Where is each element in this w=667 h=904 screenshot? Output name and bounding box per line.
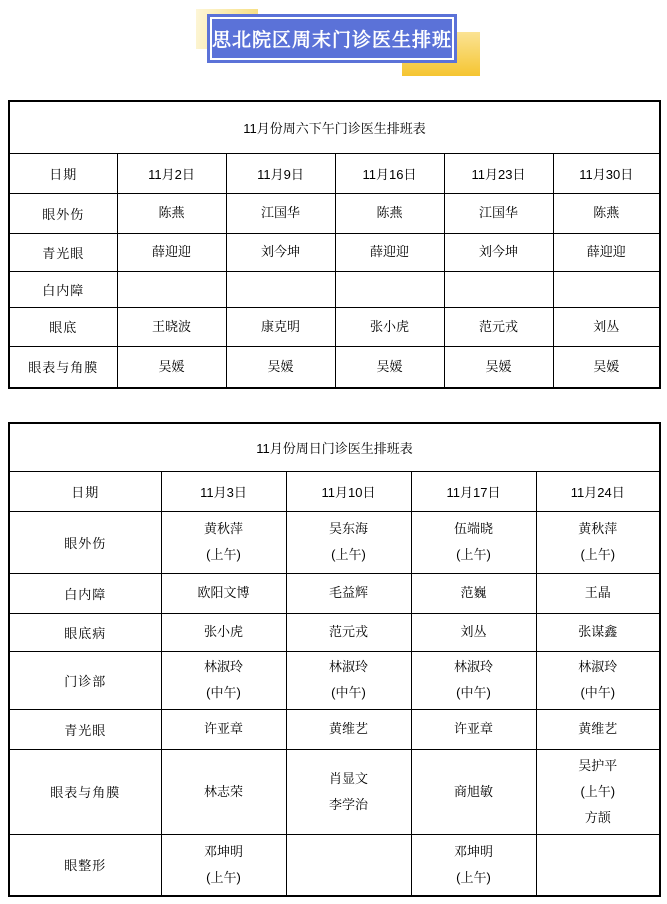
doctor-name-line: 张小虎 bbox=[203, 624, 243, 639]
doctor-cell bbox=[286, 511, 411, 573]
doctor-name-line: 吴媛 bbox=[485, 358, 512, 374]
doctor-name-line: 林淑玲 bbox=[578, 659, 618, 674]
doctor-name-line: 黄维艺 bbox=[328, 721, 368, 736]
doctor-name-line: (上午) bbox=[456, 547, 491, 562]
doctor-name-line: 江国华 bbox=[260, 205, 300, 220]
table-row bbox=[9, 193, 660, 233]
doctor-name-line: 刘丛 bbox=[593, 318, 620, 334]
doctor-cell bbox=[286, 651, 411, 709]
date-header-cell: 11月10日 bbox=[286, 471, 411, 511]
doctor-name-line: 薛迎迎 bbox=[586, 244, 626, 259]
doctor-name-line: (上午) bbox=[580, 783, 616, 799]
doctor-name-line: 欧阳文博 bbox=[197, 585, 250, 600]
doctor-cell bbox=[553, 271, 660, 307]
doctor-name-line: 刘丛 bbox=[460, 624, 487, 639]
doctor-name-line: 陈燕 bbox=[158, 205, 185, 220]
doctor-name-line: 吴东海 bbox=[328, 521, 368, 536]
department-label: 青光眼 bbox=[9, 233, 117, 271]
doctor-cell bbox=[335, 307, 444, 346]
department-label: 眼表与角膜 bbox=[9, 346, 117, 388]
doctor-cell bbox=[117, 271, 226, 307]
table-row bbox=[9, 834, 660, 896]
department-label: 青光眼 bbox=[9, 709, 161, 749]
date-header-cell: 11月24日 bbox=[536, 471, 660, 511]
doctor-cell bbox=[117, 307, 226, 346]
doctor-cell bbox=[286, 613, 411, 651]
doctor-name-line: 江国华 bbox=[478, 205, 518, 220]
doctor-name-line: 吴护平 bbox=[578, 757, 618, 773]
doctor-name-line: 王晶 bbox=[584, 585, 611, 600]
doctor-name-line: 黄维艺 bbox=[578, 721, 618, 736]
doctor-name-line: 林淑玲 bbox=[203, 659, 243, 674]
banner bbox=[207, 14, 457, 63]
doctor-cell bbox=[536, 834, 660, 896]
doctor-name-line: 林志荣 bbox=[203, 783, 243, 799]
doctor-cell bbox=[226, 307, 335, 346]
doctor-cell bbox=[444, 233, 553, 271]
doctor-name-line: 陈燕 bbox=[593, 205, 620, 220]
date-header-cell: 11月23日 bbox=[444, 153, 553, 193]
doctor-name-line: 李学治 bbox=[328, 796, 368, 812]
doctor-cell bbox=[444, 193, 553, 233]
date-header-cell: 11月3日 bbox=[161, 471, 286, 511]
doctor-cell bbox=[161, 709, 286, 749]
doctor-cell bbox=[411, 834, 536, 896]
doctor-cell bbox=[536, 709, 660, 749]
date-header-cell: 11月9日 bbox=[226, 153, 335, 193]
doctor-cell bbox=[286, 573, 411, 613]
doctor-name-line: 肖显文 bbox=[328, 770, 368, 786]
doctor-name-line: 王晓波 bbox=[151, 318, 191, 334]
banner-title: 思北院区周末门诊医生排班 bbox=[210, 17, 454, 60]
doctor-cell bbox=[411, 651, 536, 709]
date-row-label: 日期 bbox=[9, 153, 117, 193]
table-row bbox=[9, 346, 660, 388]
doctor-name-line: 邓坤明 bbox=[203, 843, 243, 859]
doctor-cell bbox=[553, 233, 660, 271]
department-label: 眼整形 bbox=[9, 834, 161, 896]
table-row bbox=[9, 307, 660, 346]
doctor-name-line: 陈燕 bbox=[376, 205, 403, 220]
doctor-cell bbox=[444, 346, 553, 388]
doctor-name-line: (中午) bbox=[580, 685, 616, 700]
doctor-cell bbox=[536, 613, 660, 651]
table-row bbox=[9, 271, 660, 307]
doctor-cell bbox=[335, 233, 444, 271]
doctor-cell bbox=[117, 233, 226, 271]
doctor-cell bbox=[536, 573, 660, 613]
table-title: 11月份周日门诊医生排班表 bbox=[9, 423, 660, 471]
doctor-name-line: (上午) bbox=[206, 547, 241, 562]
banner-box bbox=[207, 14, 457, 63]
table-row bbox=[9, 233, 660, 271]
doctor-name-line: 林淑玲 bbox=[453, 659, 493, 674]
table-row bbox=[9, 613, 660, 651]
doctor-cell bbox=[286, 749, 411, 834]
table-row bbox=[9, 709, 660, 749]
doctor-name-line: 吴媛 bbox=[376, 358, 403, 374]
doctor-cell bbox=[411, 573, 536, 613]
doctor-name-line: 范元戎 bbox=[328, 624, 368, 639]
doctor-cell bbox=[411, 749, 536, 834]
table-row bbox=[9, 511, 660, 573]
doctor-cell bbox=[226, 233, 335, 271]
department-label: 眼底 bbox=[9, 307, 117, 346]
department-label: 眼底病 bbox=[9, 613, 161, 651]
doctor-cell bbox=[553, 193, 660, 233]
doctor-cell bbox=[335, 193, 444, 233]
doctor-cell bbox=[536, 511, 660, 573]
doctor-cell bbox=[286, 834, 411, 896]
doctor-cell bbox=[117, 346, 226, 388]
doctor-name-line: 吴媛 bbox=[158, 358, 185, 374]
department-label: 门诊部 bbox=[9, 651, 161, 709]
doctor-name-line: (上午) bbox=[331, 547, 366, 562]
doctor-name-line: 康克明 bbox=[260, 318, 300, 334]
department-label: 眼外伤 bbox=[9, 193, 117, 233]
doctor-name-line: 范元戎 bbox=[478, 318, 518, 334]
doctor-cell bbox=[226, 271, 335, 307]
doctor-name-line: 黄秋萍 bbox=[203, 521, 243, 536]
doctor-cell bbox=[226, 193, 335, 233]
date-header-cell: 11月30日 bbox=[553, 153, 660, 193]
doctor-name-line: 许亚章 bbox=[453, 721, 493, 736]
doctor-cell bbox=[335, 346, 444, 388]
doctor-name-line: 黄秋萍 bbox=[578, 521, 618, 536]
doctor-name-line: 吴媛 bbox=[267, 358, 294, 374]
doctor-cell bbox=[553, 307, 660, 346]
doctor-cell bbox=[226, 346, 335, 388]
doctor-name-line: (中午) bbox=[456, 685, 491, 700]
doctor-name-line: 毛益辉 bbox=[328, 585, 368, 600]
doctor-cell bbox=[411, 709, 536, 749]
doctor-cell bbox=[411, 511, 536, 573]
date-header-cell: 11月16日 bbox=[335, 153, 444, 193]
table-title: 11月份周六下午门诊医生排班表 bbox=[9, 101, 660, 153]
doctor-name-line: 范巍 bbox=[460, 585, 487, 600]
doctor-cell bbox=[536, 651, 660, 709]
doctor-cell bbox=[161, 511, 286, 573]
doctor-name-line: (上午) bbox=[580, 547, 616, 562]
doctor-name-line: 张小虎 bbox=[369, 318, 409, 334]
table-row bbox=[9, 749, 660, 834]
table-row bbox=[9, 651, 660, 709]
doctor-cell bbox=[335, 271, 444, 307]
doctor-name-line: 林淑玲 bbox=[328, 659, 368, 674]
doctor-name-line: 商旭敏 bbox=[453, 783, 493, 799]
date-header-cell: 11月17日 bbox=[411, 471, 536, 511]
doctor-cell bbox=[536, 749, 660, 834]
table-row bbox=[9, 573, 660, 613]
doctor-name-line: 伍端晓 bbox=[453, 521, 493, 536]
date-header-cell: 11月2日 bbox=[117, 153, 226, 193]
doctor-cell bbox=[444, 271, 553, 307]
department-label: 眼表与角膜 bbox=[9, 749, 161, 834]
doctor-name-line: (上午) bbox=[456, 869, 491, 885]
doctor-name-line: 邓坤明 bbox=[453, 843, 493, 859]
doctor-cell bbox=[117, 193, 226, 233]
department-label: 白内障 bbox=[9, 573, 161, 613]
doctor-cell bbox=[553, 346, 660, 388]
doctor-name-line: 许亚章 bbox=[203, 721, 243, 736]
doctor-cell bbox=[411, 613, 536, 651]
doctor-name-line: 刘今坤 bbox=[478, 244, 518, 259]
doctor-cell bbox=[444, 307, 553, 346]
doctor-name-line: 方颉 bbox=[584, 809, 611, 825]
doctor-cell bbox=[161, 573, 286, 613]
doctor-name-line: 吴媛 bbox=[593, 358, 620, 374]
schedule-table bbox=[8, 100, 661, 389]
doctor-name-line: (中午) bbox=[331, 685, 366, 700]
doctor-name-line: 薛迎迎 bbox=[151, 244, 191, 259]
doctor-name-line: (上午) bbox=[206, 869, 241, 885]
doctor-name-line: 薛迎迎 bbox=[369, 244, 409, 259]
doctor-cell bbox=[161, 749, 286, 834]
department-label: 白内障 bbox=[9, 271, 117, 307]
schedule-table bbox=[8, 422, 661, 897]
doctor-name-line: 刘今坤 bbox=[260, 244, 300, 259]
doctor-cell bbox=[286, 709, 411, 749]
doctor-name-line: (中午) bbox=[206, 685, 241, 700]
department-label: 眼外伤 bbox=[9, 511, 161, 573]
date-row-label: 日期 bbox=[9, 471, 161, 511]
doctor-cell bbox=[161, 613, 286, 651]
doctor-cell bbox=[161, 651, 286, 709]
doctor-cell bbox=[161, 834, 286, 896]
doctor-name-line: 张谋鑫 bbox=[578, 624, 618, 639]
